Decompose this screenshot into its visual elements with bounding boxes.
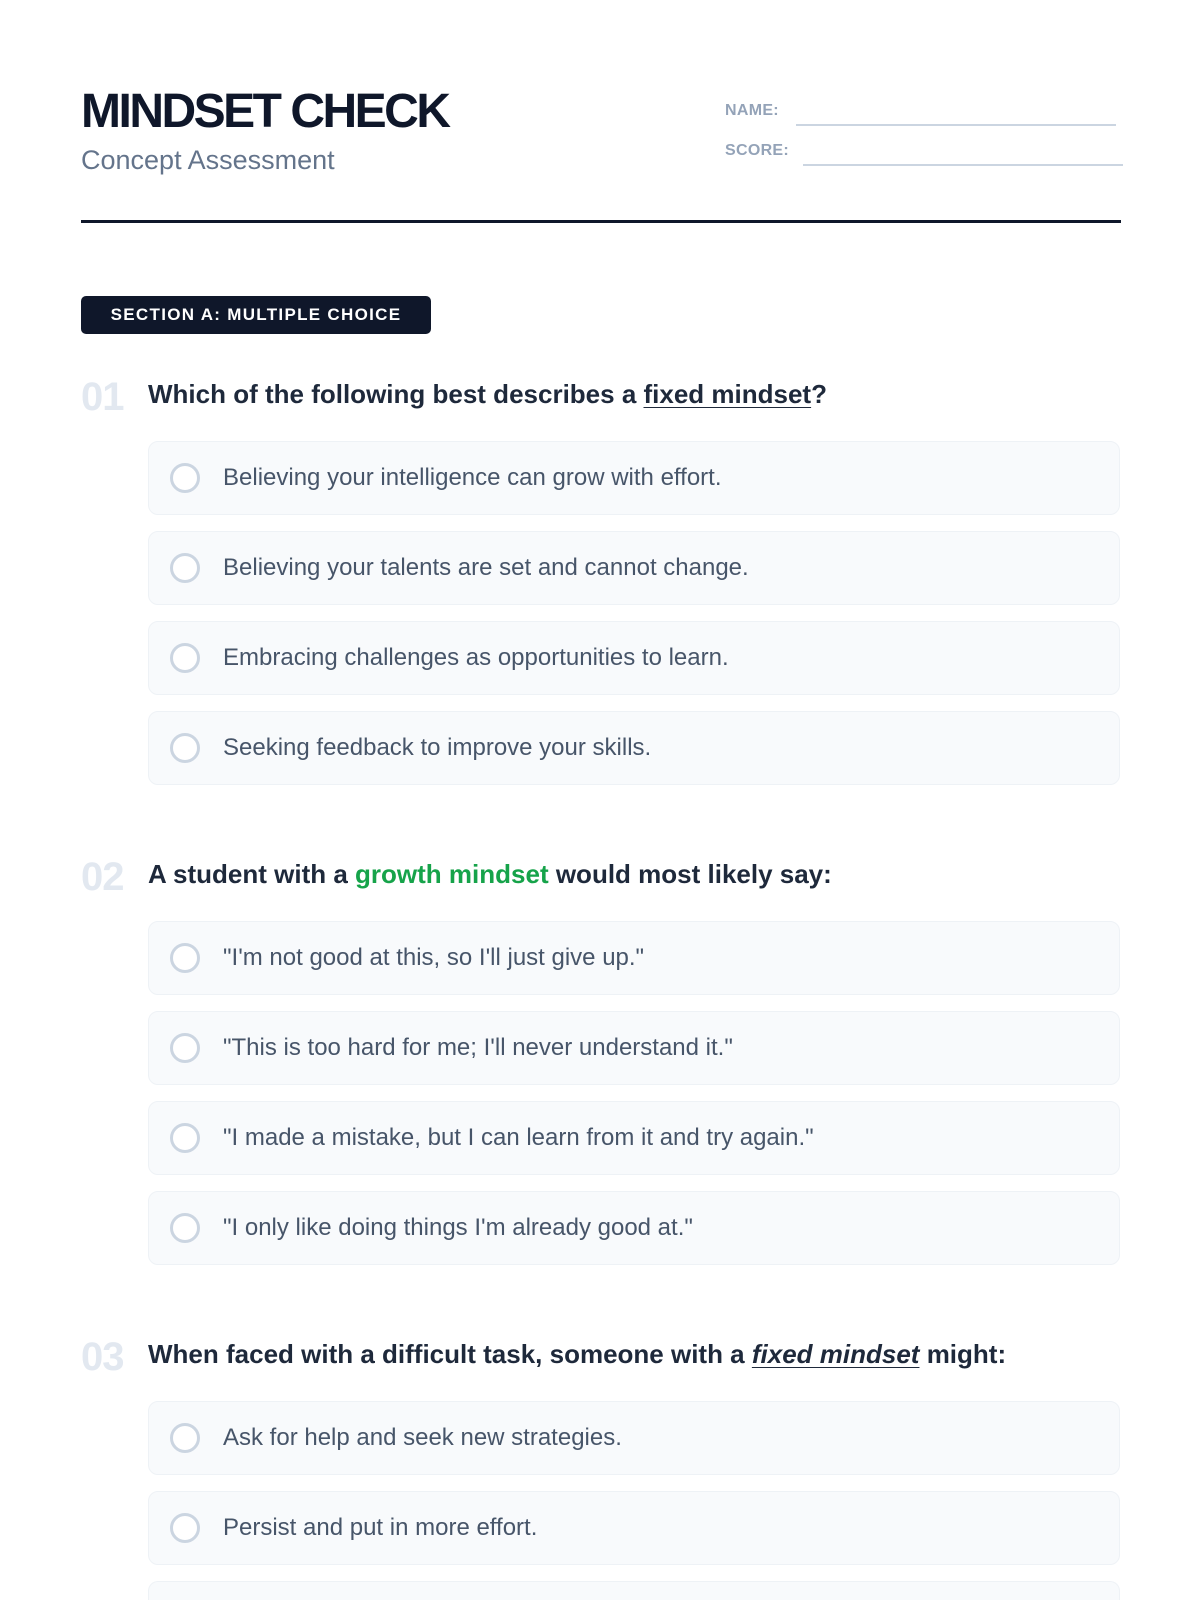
question-3 — [81, 1333, 1121, 1600]
radio-circle-icon[interactable] — [170, 943, 200, 973]
radio-circle-icon[interactable] — [170, 1213, 200, 1243]
question-number: 03 — [81, 1335, 124, 1379]
radio-circle-icon[interactable] — [170, 1423, 200, 1453]
score-field[interactable] — [725, 136, 1121, 166]
option-label: "I'm not good at this, so I'll just give up." — [223, 944, 645, 971]
name-field[interactable] — [725, 96, 1121, 126]
section-badge: SECTION A: MULTIPLE CHOICE — [81, 296, 431, 334]
radio-circle-icon[interactable] — [170, 1033, 200, 1063]
worksheet-header — [81, 84, 1121, 224]
page-title: MINDSET CHECK — [81, 85, 449, 138]
score-label: SCORE: — [725, 142, 790, 159]
question-text-after: might: — [919, 1339, 1007, 1369]
radio-circle-icon[interactable] — [170, 1123, 200, 1153]
question-text-before: When faced with a difficult task, someone with a — [148, 1339, 752, 1369]
answer-option[interactable] — [148, 1191, 1120, 1265]
question-number: 01 — [81, 375, 124, 419]
option-label: Seeking feedback to improve your skills. — [223, 734, 652, 761]
question-text — [148, 1333, 1118, 1375]
question-text-after: ? — [811, 379, 827, 409]
header-divider — [81, 220, 1121, 223]
answer-option[interactable] — [148, 1101, 1120, 1175]
option-label: "I made a mistake, but I can learn from it and try again." — [223, 1124, 814, 1151]
question-1 — [81, 373, 1121, 793]
answer-option[interactable] — [148, 1491, 1120, 1565]
option-label: "This is too hard for me; I'll never understand it." — [223, 1034, 733, 1061]
radio-circle-icon[interactable] — [170, 643, 200, 673]
option-label: Believing your talents are set and cannot change. — [223, 554, 749, 581]
question-text-after: would most likely say: — [548, 859, 832, 889]
question-2 — [81, 853, 1121, 1273]
page-subtitle: Concept Assessment — [81, 145, 335, 175]
question-text-before: A student with a — [148, 859, 356, 889]
radio-circle-icon[interactable] — [170, 553, 200, 583]
question-text — [148, 853, 1118, 895]
option-label: "I only like doing things I'm already good at." — [223, 1214, 693, 1241]
answer-option[interactable] — [148, 1401, 1120, 1475]
answer-option[interactable] — [148, 621, 1120, 695]
question-text-before: Which of the following best describes a — [148, 379, 644, 409]
keyword-fixed-mindset: fixed mindset — [643, 379, 812, 409]
radio-circle-icon[interactable] — [170, 733, 200, 763]
option-label: Ask for help and seek new strategies. — [223, 1424, 622, 1451]
answer-option[interactable] — [148, 921, 1120, 995]
keyword-growth-mindset: growth mindset — [355, 859, 549, 889]
option-label: Embracing challenges as opportunities to learn. — [223, 644, 729, 671]
option-label: Believing your intelligence can grow with effort. — [223, 464, 722, 491]
answer-option-partial[interactable] — [148, 1581, 1120, 1600]
name-line[interactable] — [796, 124, 1116, 126]
answer-option[interactable] — [148, 531, 1120, 605]
keyword-fixed-mindset: fixed mindset — [751, 1339, 920, 1369]
radio-circle-icon[interactable] — [170, 463, 200, 493]
name-label: NAME: — [725, 102, 779, 119]
question-number: 02 — [81, 855, 124, 899]
option-label: Persist and put in more effort. — [223, 1514, 538, 1541]
answer-option[interactable] — [148, 1011, 1120, 1085]
score-line[interactable] — [803, 164, 1123, 166]
answer-option[interactable] — [148, 441, 1120, 515]
radio-circle-icon[interactable] — [170, 1513, 200, 1543]
question-text — [148, 373, 1118, 415]
answer-option[interactable] — [148, 711, 1120, 785]
